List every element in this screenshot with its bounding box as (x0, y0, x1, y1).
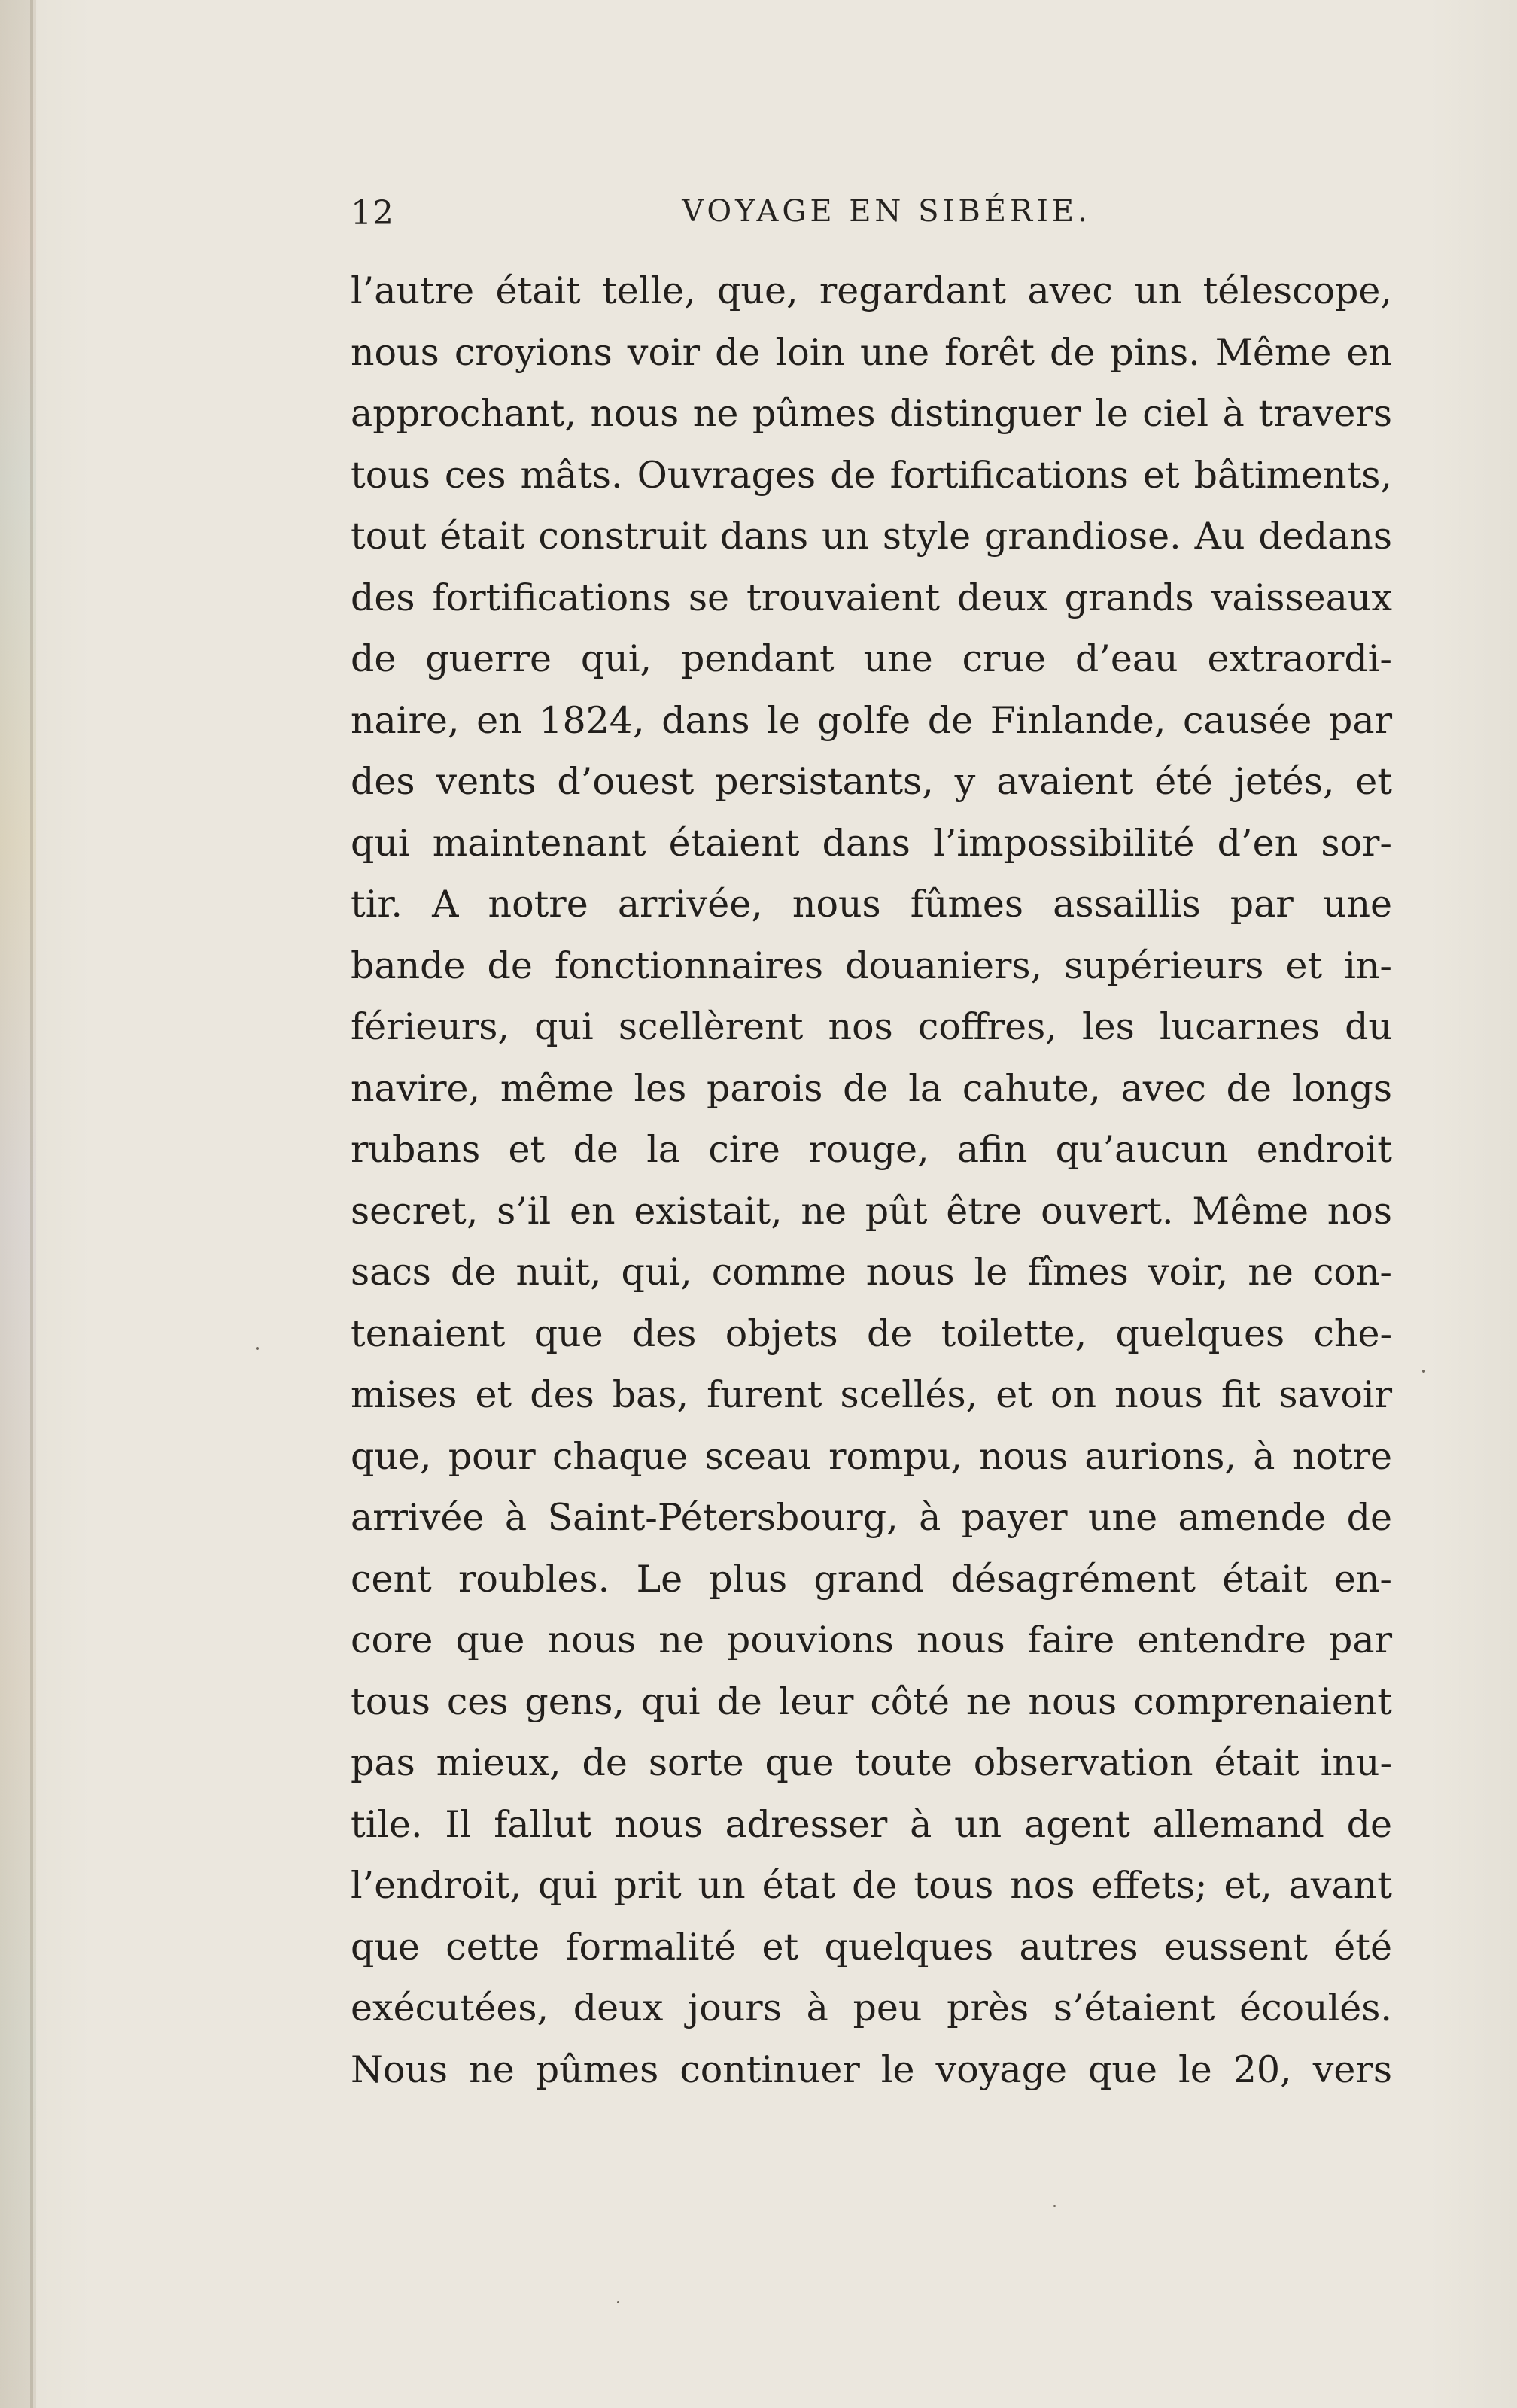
text-line: approchant, nous ne pûmes distinguer le ciel à travers (351, 392, 1392, 435)
text-line: core que nous ne pouvions nous faire entendre par (351, 1619, 1392, 1662)
text-line: secret, s’il en existait, ne pût être ouvert. Même nos (351, 1189, 1392, 1233)
paper-speck (1422, 1370, 1425, 1373)
text-line: nous croyions voir de loin une forêt de pins. Même en (351, 330, 1392, 374)
text-line: navire, même les parois de la cahute, avec de longs (351, 1066, 1392, 1110)
text-line: l’endroit, qui prit un état de tous nos effets; et, avant (351, 1864, 1392, 1907)
text-line: naire, en 1824, dans le golfe de Finlande, causée par (351, 698, 1392, 742)
text-line: des vents d’ouest persistants, y avaient été jetés, et (351, 760, 1392, 803)
text-line: l’autre était telle, que, regardant avec un télescope, (351, 269, 1392, 312)
paper-speck (1053, 2205, 1056, 2207)
text-line: arrivée à Saint-Pétersbourg, à payer une amende de (351, 1496, 1392, 1539)
binding-line (30, 0, 33, 2408)
text-line: tir. A notre arrivée, nous fûmes assaillis par une (351, 883, 1392, 926)
paper-speck (256, 1347, 259, 1350)
page-number: 12 (351, 194, 394, 233)
text-line: Nous ne pûmes continuer le voyage que le 20, vers (351, 2048, 1392, 2091)
text-line: des fortifications se trouvaient deux grands vaisseaux (351, 576, 1392, 619)
text-line: pas mieux, de sorte que toute observation était inu- (351, 1741, 1392, 1784)
text-line: tile. Il fallut nous adresser à un agent allemand de (351, 1802, 1392, 1846)
body-text (351, 260, 1392, 2100)
text-line: tous ces mâts. Ouvrages de fortifications et bâtiments, (351, 453, 1392, 497)
text-line: mises et des bas, furent scellés, et on nous fit savoir (351, 1373, 1392, 1416)
text-line: qui maintenant étaient dans l’impossibilité d’en sor- (351, 821, 1392, 865)
text-line: cent roubles. Le plus grand désagrément était en- (351, 1557, 1392, 1601)
text-line: férieurs, qui scellèrent nos coffres, les lucarnes du (351, 1005, 1392, 1048)
text-line: tous ces gens, qui de leur côté ne nous comprenaient (351, 1680, 1392, 1723)
text-line: que cette formalité et quelques autres eussent été (351, 1925, 1392, 1969)
text-line: sacs de nuit, qui, comme nous le fîmes voir, ne con- (351, 1251, 1392, 1294)
text-line: tenaient que des objets de toilette, quelques che- (351, 1312, 1392, 1355)
running-title: VOYAGE EN SIBÉRIE. (682, 194, 1091, 229)
text-line: que, pour chaque sceau rompu, nous aurions, à notre (351, 1434, 1392, 1478)
page-header (351, 194, 1392, 239)
text-line: bande de fonctionnaires douaniers, supérieurs et in- (351, 944, 1392, 987)
text-line: tout était construit dans un style grandiose. Au dedans (351, 515, 1392, 558)
paper-speck (617, 2301, 619, 2303)
text-line: de guerre qui, pendant une crue d’eau extraordi- (351, 637, 1392, 680)
text-line: rubans et de la cire rouge, afin qu’aucun endroit (351, 1128, 1392, 1171)
text-line: exécutées, deux jours à peu près s’étaient écoulés. (351, 1987, 1392, 2029)
